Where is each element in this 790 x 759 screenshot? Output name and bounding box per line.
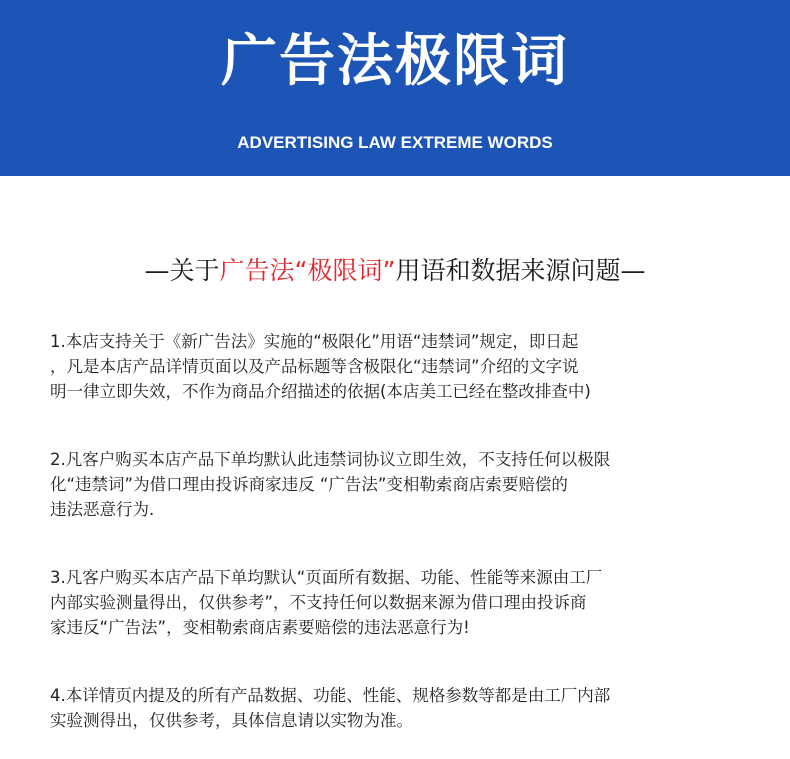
banner-subtitle: ADVERTISING LAW EXTREME WORDS bbox=[237, 133, 553, 152]
heading-suffix: 用语和数据来源问题— bbox=[395, 256, 646, 285]
heading-highlight: 广告法“极限词” bbox=[219, 256, 396, 285]
paragraph-3 bbox=[50, 565, 750, 640]
paragraph-line: ，凡是本店产品详情页面以及产品标题等含极限化“违禁词”介绍的文字说 bbox=[50, 357, 579, 376]
paragraph-line: 1.本店支持关于《新广告法》实施的“极限化”用语“违禁词”规定，即日起 bbox=[50, 332, 579, 351]
paragraph-line: 2.凡客户购买本店产品下单均默认此违禁词协议立即生效，不支持任何以极限 bbox=[50, 450, 611, 469]
paragraph-line: 化“违禁词”为借口理由投诉商家违反 “广告法”变相勒索商店索要赔偿的 bbox=[50, 475, 568, 494]
paragraph-1 bbox=[50, 329, 750, 404]
paragraph-line: 3.凡客户购买本店产品下单均默认“页面所有数据、功能、性能等来源由工厂 bbox=[50, 568, 603, 587]
header-banner bbox=[0, 0, 790, 176]
paragraph-line: 实验测得出，仅供参考，具体信息请以实物为准。 bbox=[50, 711, 413, 730]
paragraph-line: 家违反“广告法”，变相勒索商店素要赔偿的违法恶意行为! bbox=[50, 618, 470, 637]
heading-prefix: —关于 bbox=[144, 256, 220, 285]
paragraph-4 bbox=[50, 683, 750, 733]
paragraph-line: 内部实验测量得出，仅供参考”，不支持任何以数据来源为借口理由投诉商 bbox=[50, 593, 587, 612]
paragraph-line: 明一律立即失效，不作为商品介绍描述的依据(本店美工已经在整改排查中) bbox=[50, 382, 591, 401]
paragraph-2 bbox=[50, 447, 750, 522]
paragraph-line: 违法恶意行为. bbox=[50, 500, 155, 519]
paragraph-line: 4.本详情页内提及的所有产品数据、功能、性能、规格参数等都是由工厂内部 bbox=[50, 686, 611, 705]
banner-title: 广告法极限词 bbox=[221, 29, 569, 94]
section-heading bbox=[0, 253, 790, 289]
